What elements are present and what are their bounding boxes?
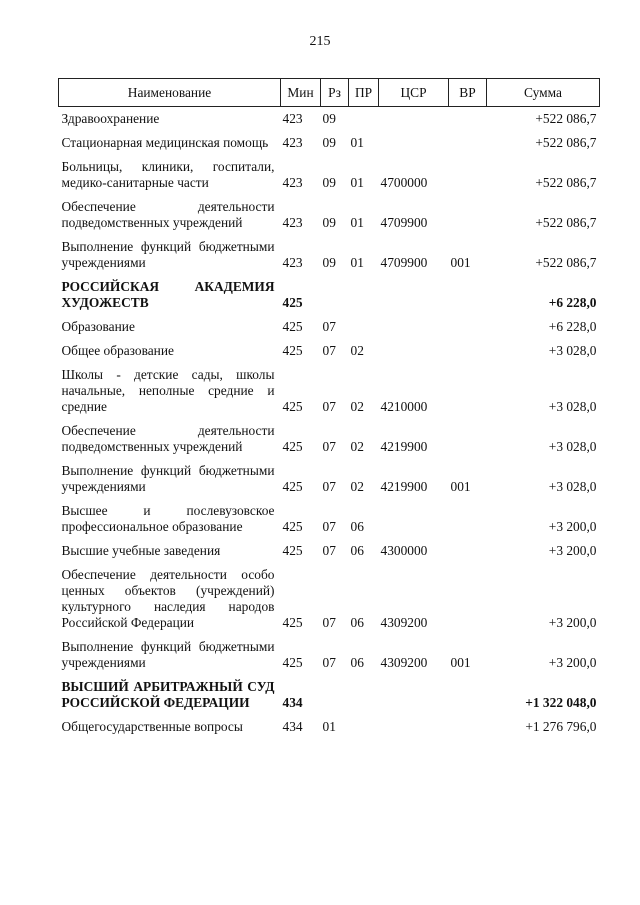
cell-min: 434 (282, 719, 303, 734)
table-row (59, 195, 600, 235)
budget-table (58, 78, 600, 739)
cell-pr: 02 (350, 343, 364, 358)
table-row (59, 563, 600, 635)
cell-pr: 06 (350, 615, 364, 630)
cell-pr: 01 (350, 215, 364, 230)
cell-vr (449, 131, 487, 155)
header-vr: ВР (449, 79, 487, 107)
cell-pr: 06 (350, 543, 364, 558)
cell-min: 425 (282, 439, 303, 454)
cell-vr: 001 (450, 255, 471, 270)
cell-pr: 02 (350, 479, 364, 494)
cell-min: 425 (282, 655, 303, 670)
cell-sum: +3 200,0 (548, 543, 597, 558)
cell-vr: 001 (450, 479, 471, 494)
cell-sum: +522 086,7 (535, 135, 597, 150)
cell-csr: 4709900 (380, 255, 428, 270)
cell-pr: 06 (350, 655, 364, 670)
table-body (59, 107, 600, 740)
table-row (59, 419, 600, 459)
table-row (59, 675, 600, 715)
cell-sum: +522 086,7 (535, 255, 597, 270)
cell-name: Стационарная медицинская помощь (61, 135, 269, 150)
cell-csr: 4219900 (380, 439, 428, 454)
cell-name: Обеспечение деятельности подведомственных учреждений (61, 423, 275, 454)
cell-csr: 4709900 (380, 215, 428, 230)
cell-min: 425 (282, 615, 303, 630)
cell-rz: 07 (322, 343, 336, 358)
header-sum: Сумма (487, 79, 600, 107)
cell-csr: 4219900 (380, 479, 428, 494)
cell-rz: 07 (322, 519, 336, 534)
cell-min: 423 (282, 215, 303, 230)
cell-min: 425 (282, 343, 303, 358)
cell-sum: +6 228,0 (548, 295, 597, 310)
header-rz: Рз (321, 79, 349, 107)
table-header (59, 79, 600, 107)
cell-pr: 02 (350, 439, 364, 454)
cell-csr (379, 715, 449, 739)
header-csr: ЦСР (379, 79, 449, 107)
cell-name: Обеспечение деятельности особо ценных объектов (учреждений) культурного наследия народов Российской Федерации (61, 567, 275, 630)
cell-min: 425 (282, 295, 303, 310)
cell-pr: 01 (350, 135, 364, 150)
header-pr: ПР (349, 79, 379, 107)
cell-vr (449, 499, 487, 539)
cell-pr: 01 (350, 175, 364, 190)
cell-vr (449, 195, 487, 235)
cell-sum: +3 200,0 (548, 655, 597, 670)
cell-min: 423 (282, 111, 303, 126)
cell-name: Школы - детские сады, школы начальные, неполные средние и средние (61, 367, 275, 414)
cell-sum: +522 086,7 (535, 215, 597, 230)
cell-rz: 07 (322, 399, 336, 414)
table-row (59, 715, 600, 739)
cell-vr (449, 339, 487, 363)
cell-vr (449, 539, 487, 563)
cell-rz: 09 (322, 111, 336, 126)
cell-vr (449, 275, 487, 315)
table-row (59, 107, 600, 132)
cell-name: Выполнение функций бюджетными учреждениями (61, 639, 275, 670)
cell-rz: 01 (322, 719, 336, 734)
cell-min: 425 (282, 399, 303, 414)
cell-sum: +6 228,0 (548, 319, 597, 334)
cell-name: Высшие учебные заведения (61, 543, 221, 558)
cell-min: 423 (282, 175, 303, 190)
cell-min: 434 (282, 695, 303, 710)
cell-vr (449, 315, 487, 339)
cell-rz: 07 (322, 543, 336, 558)
cell-csr (379, 131, 449, 155)
cell-name: Больницы, клиники, госпитали, медико-санитарные части (61, 159, 275, 190)
cell-rz: 07 (322, 479, 336, 494)
cell-pr: 02 (350, 399, 364, 414)
cell-sum: +3 028,0 (548, 343, 597, 358)
table-row (59, 315, 600, 339)
cell-pr: 06 (350, 519, 364, 534)
cell-min: 425 (282, 519, 303, 534)
cell-rz: 09 (322, 175, 336, 190)
cell-csr: 4300000 (380, 543, 428, 558)
cell-name: Высшее и послевузовское профессиональное образование (61, 503, 275, 534)
cell-csr: 4700000 (380, 175, 428, 190)
header-name: Наименование (59, 79, 281, 107)
table-row (59, 155, 600, 195)
cell-rz: 09 (322, 215, 336, 230)
cell-rz: 07 (322, 439, 336, 454)
header-min: Мин (281, 79, 321, 107)
cell-min: 425 (282, 319, 303, 334)
cell-vr (449, 675, 487, 715)
cell-pr (349, 315, 379, 339)
table-row (59, 131, 600, 155)
cell-rz: 07 (322, 655, 336, 670)
cell-csr (379, 499, 449, 539)
cell-vr (449, 715, 487, 739)
table-row (59, 635, 600, 675)
cell-csr (379, 107, 449, 132)
cell-sum: +3 028,0 (548, 479, 597, 494)
cell-min: 423 (282, 255, 303, 270)
cell-sum: +3 200,0 (548, 519, 597, 534)
cell-pr (349, 275, 379, 315)
cell-vr (449, 155, 487, 195)
cell-pr (349, 715, 379, 739)
cell-rz: 09 (322, 135, 336, 150)
cell-vr (449, 419, 487, 459)
cell-csr (379, 339, 449, 363)
cell-vr: 001 (450, 655, 471, 670)
cell-pr: 01 (350, 255, 364, 270)
cell-name: Образование (61, 319, 135, 334)
cell-min: 425 (282, 543, 303, 558)
cell-sum: +1 276 796,0 (525, 719, 597, 734)
cell-vr (449, 107, 487, 132)
cell-name: Здравоохранение (61, 111, 160, 126)
cell-vr (449, 363, 487, 419)
table-row (59, 499, 600, 539)
cell-name: Общее образование (61, 343, 174, 358)
cell-csr (379, 275, 449, 315)
cell-rz: 07 (322, 319, 336, 334)
cell-sum: +522 086,7 (535, 111, 597, 126)
cell-name: Выполнение функций бюджетными учреждениями (61, 239, 275, 270)
cell-sum: +522 086,7 (535, 175, 597, 190)
table-row (59, 339, 600, 363)
cell-pr (349, 107, 379, 132)
cell-rz (321, 275, 349, 315)
cell-rz: 09 (322, 255, 336, 270)
cell-sum: +3 200,0 (548, 615, 597, 630)
cell-name: Общегосударственные вопросы (61, 719, 243, 734)
cell-pr (349, 675, 379, 715)
cell-csr (379, 315, 449, 339)
table-row (59, 275, 600, 315)
cell-sum: +3 028,0 (548, 439, 597, 454)
page-number: 215 (309, 34, 331, 49)
cell-csr: 4210000 (380, 399, 428, 414)
cell-name: Выполнение функций бюджетными учреждениями (61, 463, 275, 494)
cell-name: ВЫСШИЙ АРБИТРАЖНЫЙ СУД РОССИЙСКОЙ ФЕДЕРАЦИИ (61, 679, 275, 710)
cell-rz (321, 675, 349, 715)
cell-rz: 07 (322, 615, 336, 630)
cell-csr: 4309200 (380, 615, 428, 630)
table-row (59, 539, 600, 563)
cell-vr (449, 563, 487, 635)
cell-min: 423 (282, 135, 303, 150)
cell-csr (379, 675, 449, 715)
cell-sum: +1 322 048,0 (525, 695, 597, 710)
cell-csr: 4309200 (380, 655, 428, 670)
table-row (59, 363, 600, 419)
cell-min: 425 (282, 479, 303, 494)
cell-name: РОССИЙСКАЯ АКАДЕМИЯ ХУДОЖЕСТВ (61, 279, 275, 310)
table-row (59, 459, 600, 499)
cell-name: Обеспечение деятельности подведомственных учреждений (61, 199, 275, 230)
table-row (59, 235, 600, 275)
cell-sum: +3 028,0 (548, 399, 597, 414)
